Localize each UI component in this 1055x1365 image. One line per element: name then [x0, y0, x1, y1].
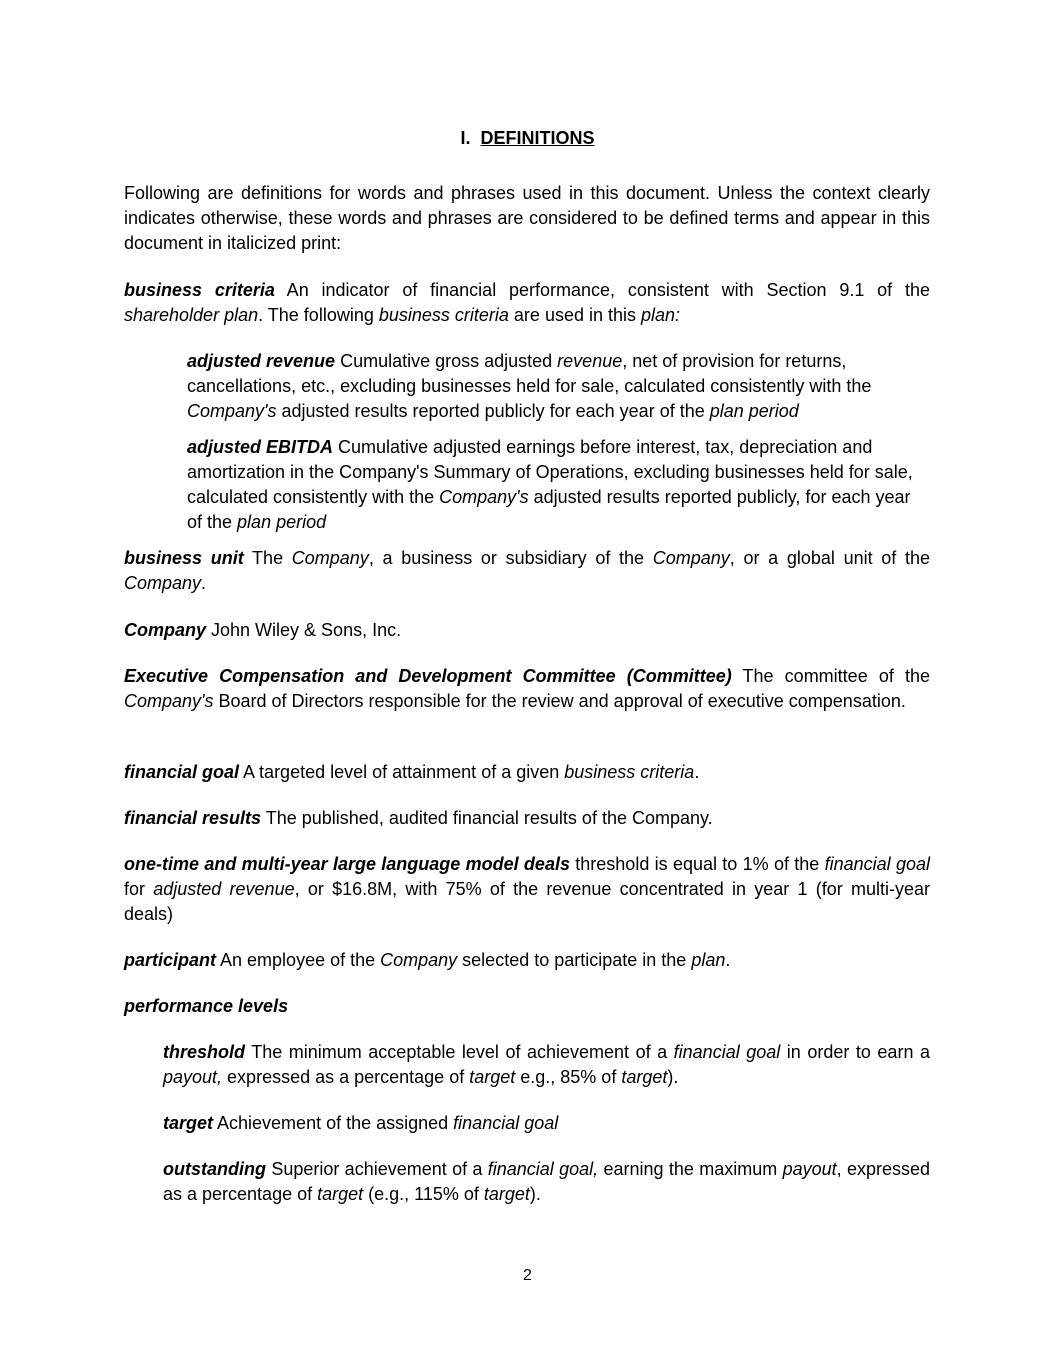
italic-text: Company's — [187, 401, 277, 421]
def-performance-levels — [124, 994, 930, 1019]
text: adjusted results reported publicly for each year of the — [276, 401, 710, 421]
term: threshold — [163, 1042, 246, 1062]
term: Company — [124, 620, 207, 640]
italic-text: payout, — [163, 1067, 223, 1087]
italic-text: adjusted revenue — [153, 879, 295, 899]
text: A targeted level of attainment of a given — [239, 762, 565, 782]
italic-text: business criteria — [564, 762, 695, 782]
text: The minimum acceptable level of achievement of a — [245, 1042, 674, 1062]
term: participant — [124, 950, 217, 970]
def-target — [163, 1111, 930, 1136]
italic-text: Company — [380, 950, 458, 970]
text: Cumulative adjusted earnings before interest, tax, depreciation and amortization in the Company's Summary of Operations, excluding businesses held for sale, calculated consistently with the — [187, 437, 913, 507]
text: John Wiley & Sons, Inc. — [206, 620, 402, 640]
text: expressed as a percentage of — [222, 1067, 470, 1087]
text: are used in this — [508, 305, 641, 325]
term: Executive Compensation and Development Committee (Committee) — [124, 666, 732, 686]
section-title: DEFINITIONS — [480, 128, 595, 148]
text: earning the maximum — [598, 1159, 783, 1179]
italic-text: plan: — [641, 305, 681, 325]
text: Superior achievement of a — [265, 1159, 488, 1179]
text: The — [243, 548, 292, 568]
italic-text: target — [621, 1067, 668, 1087]
italic-text: financial goal — [673, 1042, 781, 1062]
def-threshold — [163, 1040, 930, 1090]
def-business-unit — [124, 546, 930, 596]
italic-text: Company — [124, 573, 202, 593]
term: adjusted revenue — [187, 351, 336, 371]
text: . — [694, 762, 700, 782]
italic-text: plan period — [709, 401, 799, 421]
page-number: 2 — [523, 1267, 532, 1284]
text: adjusted results reported publicly, for each year of the — [187, 487, 911, 532]
text: Achievement of the assigned — [213, 1113, 454, 1133]
italic-text: payout — [782, 1159, 837, 1179]
text: Cumulative gross adjusted — [335, 351, 558, 371]
def-adjusted-revenue — [187, 349, 930, 424]
text: for — [124, 879, 154, 899]
text: . The following — [258, 305, 379, 325]
italic-text: Company's — [124, 691, 214, 711]
italic-text: financial goal, — [487, 1159, 599, 1179]
term: target — [163, 1113, 214, 1133]
text: The committee of the — [731, 666, 930, 686]
text: Board of Directors responsible for the review and approval of executive compensation. — [213, 691, 906, 711]
text: ). — [667, 1067, 679, 1087]
text: , or $16.8M, with 75% of the revenue concentrated in year 1 (for multi-year deals) — [124, 879, 930, 924]
text: , expressed as a percentage of — [163, 1159, 931, 1204]
italic-text: revenue — [557, 351, 623, 371]
def-financial-goal — [124, 760, 930, 785]
text: threshold is equal to 1% of the — [569, 854, 825, 874]
text: . — [201, 573, 207, 593]
italic-text: plan period — [237, 512, 327, 532]
text: , or a global unit of the — [729, 548, 930, 568]
text: e.g., 85% of — [515, 1067, 622, 1087]
italic-text: target — [483, 1184, 530, 1204]
italic-text: business criteria — [378, 305, 509, 325]
section-heading — [0, 126, 1055, 151]
italic-text: Company — [291, 548, 369, 568]
term: financial results — [124, 808, 262, 828]
text: , net of provision for returns, cancellations, etc., excluding businesses held for sale, calculated consistently with the — [187, 351, 872, 396]
text: ). — [529, 1184, 541, 1204]
term: performance levels — [124, 996, 289, 1016]
text: . — [725, 950, 731, 970]
text: (e.g., 115% of — [363, 1184, 484, 1204]
term: business unit — [124, 548, 244, 568]
text: selected to participate in the — [457, 950, 692, 970]
text: An employee of the — [216, 950, 381, 970]
italic-text: financial goal — [453, 1113, 559, 1133]
text: The published, audited financial results of the Company. — [261, 808, 713, 828]
text: An indicator of financial performance, consistent with Section 9.1 of the — [274, 280, 930, 300]
term: adjusted EBITDA — [187, 437, 334, 457]
def-business-criteria — [124, 278, 930, 328]
term: business criteria — [124, 280, 275, 300]
italic-text: Company's — [439, 487, 529, 507]
term: financial goal — [124, 762, 240, 782]
term: outstanding — [163, 1159, 266, 1179]
def-committee — [124, 664, 930, 714]
def-financial-results — [124, 806, 930, 831]
italic-text: target — [469, 1067, 516, 1087]
italic-text: financial goal — [824, 854, 930, 874]
def-participant — [124, 948, 930, 973]
italic-text: plan — [691, 950, 726, 970]
def-company — [124, 618, 930, 643]
section-number: I. — [460, 128, 471, 148]
term: one-time and multi-year large language model deals — [124, 854, 570, 874]
intro-paragraph: Following are definitions for words and phrases used in this document. Unless the context clearly indicates otherwise, these words and phrases are considered to be defined terms and appear in this document in italicized print: — [124, 183, 930, 253]
italic-text: shareholder plan — [124, 305, 259, 325]
text: , a business or subsidiary of the — [368, 548, 653, 568]
italic-text: target — [317, 1184, 364, 1204]
def-outstanding — [163, 1157, 930, 1207]
italic-text: Company — [652, 548, 730, 568]
def-adjusted-ebitda — [187, 435, 930, 535]
def-llm-deals — [124, 852, 930, 927]
text: in order to earn a — [780, 1042, 930, 1062]
